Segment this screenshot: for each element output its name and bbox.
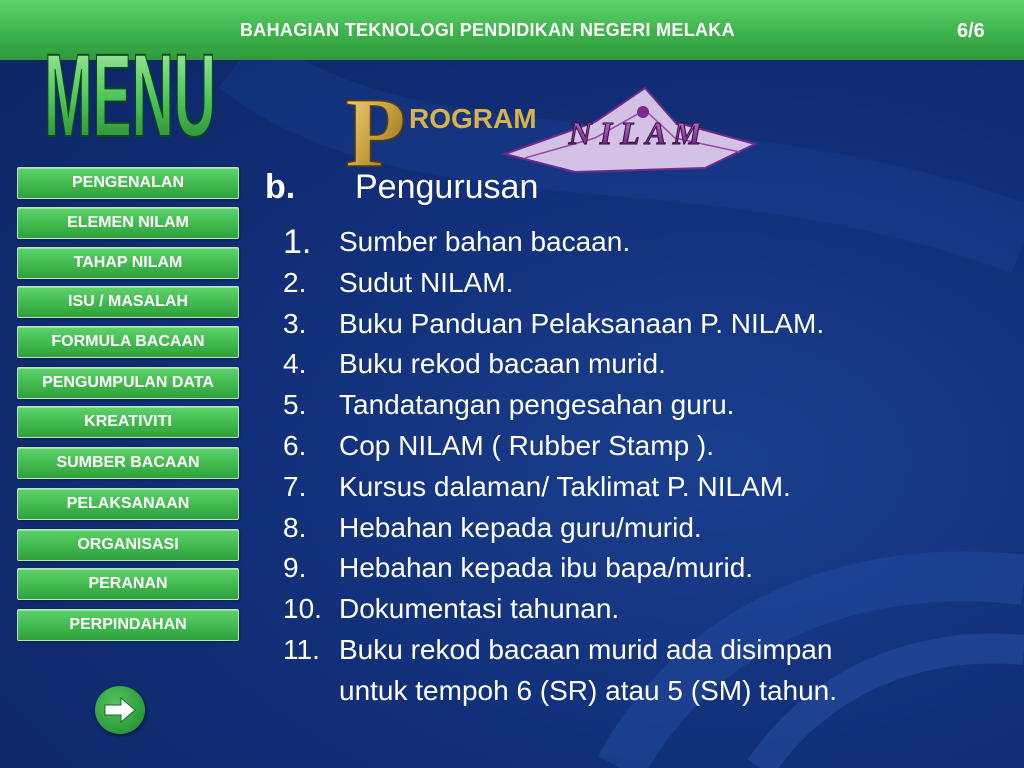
item-number: 7. xyxy=(283,470,307,502)
arrow-right-icon xyxy=(103,696,137,724)
item-text: Hebahan kepada ibu bapa/murid. xyxy=(339,552,754,584)
list-item xyxy=(283,263,1013,304)
page-indicator: 6/6 xyxy=(957,20,985,42)
item-text: Buku rekod bacaan murid. xyxy=(339,348,666,380)
item-text: Sudut NILAM. xyxy=(339,266,514,298)
list-item xyxy=(283,630,1013,671)
item-text: Buku rekod bacaan murid ada disimpan xyxy=(339,633,833,665)
nilam-text: N I L A M xyxy=(568,115,702,151)
item-number: 9. xyxy=(283,552,307,584)
section-heading xyxy=(265,168,538,207)
program-nilam-logo xyxy=(345,82,785,178)
sidebar-item-organisasi[interactable]: ORGANISASI xyxy=(17,529,239,561)
program-initial: P xyxy=(345,82,407,178)
menu-logo xyxy=(40,18,220,148)
item-text: Sumber bahan bacaan. xyxy=(339,226,631,257)
item-number: 8. xyxy=(283,511,307,543)
item-number: 1. xyxy=(283,223,312,261)
menu-logo-text: MENU xyxy=(44,30,216,148)
next-slide-button[interactable] xyxy=(95,686,145,734)
item-number: 3. xyxy=(283,307,307,339)
content-list xyxy=(283,222,1013,712)
item-number: 6. xyxy=(283,429,307,461)
item-number xyxy=(283,671,339,712)
sidebar-item-sumber-bacaan[interactable]: SUMBER BACAAN xyxy=(17,447,239,479)
sidebar-item-kreativiti[interactable]: KREATIVITI xyxy=(17,406,239,438)
item-text: Buku Panduan Pelaksanaan P. NILAM. xyxy=(339,307,825,339)
sidebar-item-pengenalan[interactable]: PENGENALAN xyxy=(17,167,239,199)
item-number: 4. xyxy=(283,348,307,380)
list-item xyxy=(283,467,1013,508)
list-item xyxy=(283,344,1013,385)
sidebar-item-perpindahan[interactable]: PERPINDAHAN xyxy=(17,609,239,641)
item-text: Hebahan kepada guru/murid. xyxy=(339,511,702,543)
program-text: ROGRAM xyxy=(409,103,537,134)
sidebar-item-elemen-nilam[interactable]: ELEMEN NILAM xyxy=(17,207,239,239)
list-item xyxy=(283,508,1013,549)
section-title: Pengurusan xyxy=(355,168,539,206)
list-item xyxy=(283,385,1013,426)
list-item xyxy=(283,589,1013,630)
sidebar-item-formula-bacaan[interactable]: FORMULA BACAAN xyxy=(17,326,239,358)
list-item-continuation xyxy=(283,671,1013,712)
item-number: 10. xyxy=(283,593,322,625)
item-text: Tandatangan pengesahan guru. xyxy=(339,389,735,421)
section-letter: b. xyxy=(265,168,296,206)
item-number: 2. xyxy=(283,266,307,298)
sidebar-item-pelaksanaan[interactable]: PELAKSANAAN xyxy=(17,488,239,520)
sidebar-item-tahap-nilam[interactable]: TAHAP NILAM xyxy=(17,247,239,279)
sidebar-item-isu-masalah[interactable]: ISU / MASALAH xyxy=(17,286,239,318)
list-item xyxy=(283,304,1013,345)
item-text: Dokumentasi tahunan. xyxy=(339,593,620,625)
item-text: Kursus dalaman/ Taklimat P. NILAM. xyxy=(339,470,791,502)
item-number: 11. xyxy=(283,633,320,665)
item-text: untuk tempoh 6 (SR) atau 5 (SM) tahun. xyxy=(339,674,838,706)
list-item xyxy=(283,548,1013,589)
item-number: 5. xyxy=(283,389,307,421)
list-item xyxy=(283,222,1013,263)
sidebar-item-peranan[interactable]: PERANAN xyxy=(17,568,239,600)
header-title: BAHAGIAN TEKNOLOGI PENDIDIKAN NEGERI MELAKA xyxy=(240,20,735,40)
sidebar-item-pengumpulan-data[interactable]: PENGUMPULAN DATA xyxy=(17,367,239,399)
item-text: Cop NILAM ( Rubber Stamp ). xyxy=(339,429,715,461)
list-item xyxy=(283,426,1013,467)
